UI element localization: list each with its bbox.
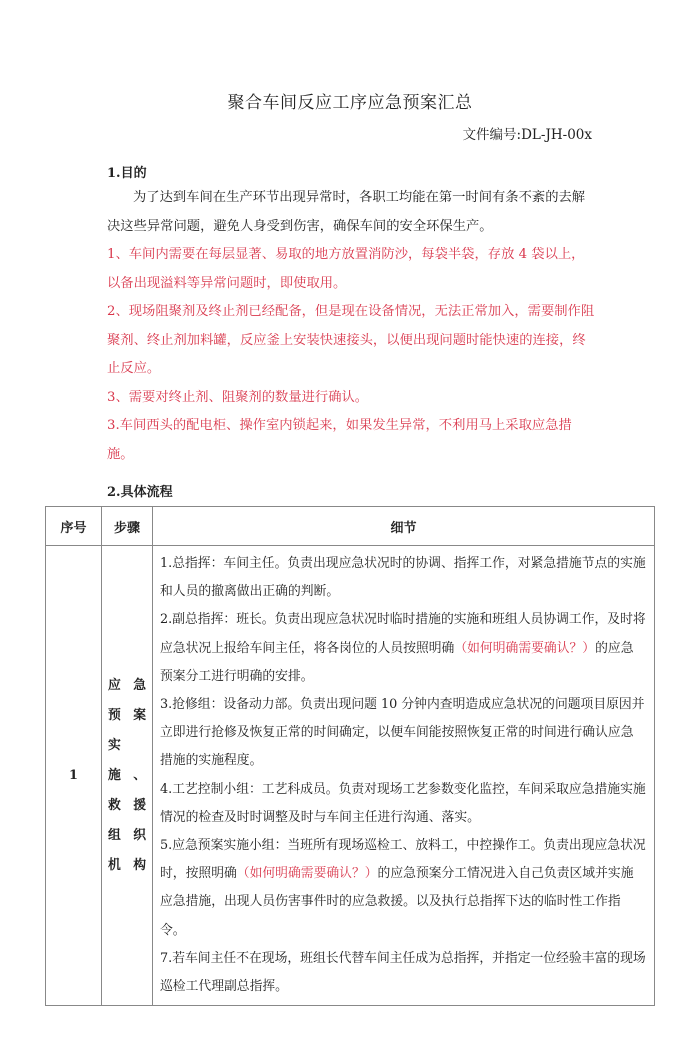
detail-text: 1.总指挥：车间主任。负责出现应急状况时的协调、指挥工作，对紧急措施节点的实施和人员的撤离做出正确的判断。: [160, 556, 646, 600]
row-details: [153, 546, 655, 1006]
header-details: 细节: [153, 507, 655, 546]
detail-item: [160, 550, 646, 606]
red-item-2: 2、现场阻聚剂及终止剂已经配备，但是现在设备情况，无法正常加入，需要制作阻聚剂、终止剂加料罐，反应釜上安装快速接头，以便出现问题时能快速的连接，终止反应。: [107, 304, 595, 376]
purpose-intro: 为了达到车间在生产环节出现异常时，各职工均能在第一时间有条不紊的去解决这些异常问题，避免人身受到伤害，确保车间的安全环保生产。: [107, 190, 586, 234]
header-step: 步骤: [102, 507, 153, 546]
detail-text: 4.工艺控制小组：工艺科成员。负责对现场工艺参数变化监控，车间采取应急措施实施情况的检查及时时调整及时与车间主任进行沟通、落实。: [160, 781, 646, 825]
table-header-row: [46, 507, 655, 546]
step-line: 预案: [108, 707, 146, 723]
process-table: [45, 506, 655, 1006]
row-step: [102, 546, 153, 1006]
header-index: 序号: [46, 507, 102, 546]
detail-item: [160, 606, 646, 691]
process-table-wrapper: [45, 506, 655, 1046]
red-item-4: 3.车间西头的配电柜、操作室内锁起来，如果发生异常，不利用马上采取应急措施。: [107, 418, 572, 462]
detail-text: 5.应急预案实施小组：当班所有现场巡检工、放料工，中控操作工。负责出现应急状况时，按照明确: [160, 838, 646, 882]
detail-text: 的应急预案分工情况进入自己负责区域并实施应急措施，出现人员伤害事件时的应急救援。以及执行总指挥下达的临时性工作指令。: [160, 866, 634, 938]
detail-note-red: （如何明确需要确认？）: [236, 866, 378, 882]
detail-note-red: （如何明确需要确认？）: [454, 640, 596, 656]
detail-text: 2.副总指挥：班长。负责出现应急状况时临时措施的实施和班组人员协调工作，及时将应急状况上报给车间主任，将各岗位的人员按照明确: [160, 612, 646, 656]
red-item-1: 1、车间内需要在每层显著、易取的地方放置消防沙，每袋半袋，存放 4 袋以上，以备出现溢料等异常问题时，即使取用。: [107, 247, 585, 291]
document-number: 文件编号:DL-JH-00x: [462, 127, 592, 143]
detail-item: [160, 945, 646, 1001]
detail-item: [160, 691, 646, 776]
step-line: 机构: [108, 857, 146, 873]
detail-item: [160, 776, 646, 832]
document-title: 聚合车间反应工序应急预案汇总: [227, 93, 473, 113]
detail-text: 的应急预案分工进行明确的安排。: [160, 640, 634, 684]
step-line: 救援: [108, 797, 146, 813]
detail-text: 3.抢修组：设备动力部。负责出现问题 10 分钟内查明造成应急状况的问题项目原因并立即进行抢修及恢复正常的时间确定，以便车间能按照恢复正常的时间进行确认应急措施的实施程度。: [160, 697, 645, 769]
step-line: 实施、: [108, 737, 146, 783]
red-item-3: 3、需要对终止剂、阻聚剂的数量进行确认。: [107, 389, 369, 405]
row-index: 1: [46, 546, 102, 1006]
section-heading-process: 2.具体流程: [107, 485, 173, 500]
step-line: 组织: [108, 827, 146, 843]
detail-text: 7.若车间主任不在现场，班组长代替车间主任成为总指挥，并指定一位经验丰富的现场巡检工代理副总指挥。: [160, 950, 646, 995]
step-line: 应急: [108, 677, 146, 693]
section-heading-purpose: 1.目的: [107, 166, 147, 181]
detail-item: [160, 832, 646, 945]
table-row: [46, 546, 655, 1006]
